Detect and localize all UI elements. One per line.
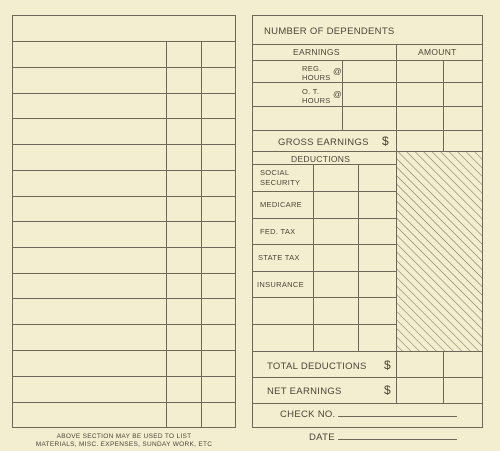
reg-at-symbol: @ [333, 66, 342, 76]
gross-earnings-label: GROSS EARNINGS [278, 137, 369, 148]
social-label: SOCIAL [260, 168, 290, 177]
medicare-label: MEDICARE [260, 200, 302, 209]
reg-hours-word: HOURS [302, 73, 331, 82]
section-note [12, 433, 236, 448]
hatched-area [397, 152, 483, 351]
ot-hours-word: HOURS [302, 96, 331, 105]
gross-dollar-sign: $ [382, 134, 389, 148]
amount-header: AMOUNT [418, 47, 457, 57]
date-label: DATE [309, 432, 335, 443]
reg-hours-label [302, 64, 331, 82]
section-note-line-2: MATERIALS, MISC. EXPENSES, SUNDAY WORK, ETC [35, 440, 213, 448]
ot-label: O. T. [302, 87, 320, 96]
insurance-label: INSURANCE [257, 280, 304, 289]
deductions-header: DEDUCTIONS [291, 154, 351, 164]
check-no-label: CHECK NO. [280, 409, 336, 420]
fed-tax-label: FED. TAX [260, 227, 296, 236]
security-label: SECURITY [260, 178, 301, 187]
net-earnings-label: NET EARNINGS [267, 386, 342, 397]
reg-label: REG. [302, 64, 322, 73]
total-deductions-label: TOTAL DEDUCTIONS [267, 361, 367, 372]
social-security-label [260, 168, 300, 188]
number-of-dependents-label: NUMBER OF DEPENDENTS [264, 26, 395, 37]
ot-at-symbol: @ [333, 89, 342, 99]
section-note-line-1: ABOVE SECTION MAY BE USED TO LIST [56, 433, 192, 440]
net-dollar-sign: $ [384, 383, 391, 397]
state-tax-label: STATE TAX [258, 253, 300, 262]
ot-hours-label [302, 87, 331, 105]
total-dollar-sign: $ [384, 358, 391, 372]
earnings-header: EARNINGS [293, 47, 340, 57]
